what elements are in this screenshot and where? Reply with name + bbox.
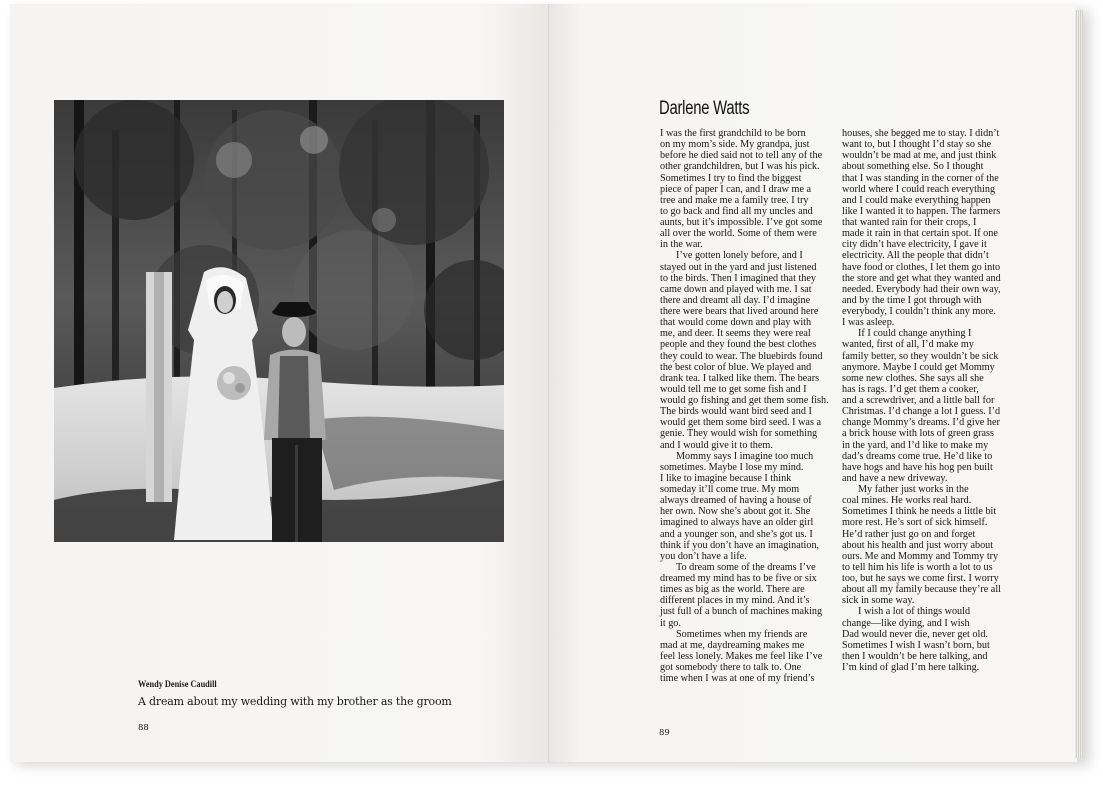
text-line: family better, so they wouldn’t be sick <box>842 350 999 362</box>
text-line: aunts, but it’s impossible. I’ve got some <box>660 217 823 228</box>
text-line: all over the world. Some of them were <box>660 228 817 240</box>
text-line: the store and get what they wanted and <box>842 272 1001 284</box>
text-line: feel less lonely. Makes me feel like I’ve <box>660 650 823 662</box>
text-line: and by the time I got through with <box>842 294 982 306</box>
text-line: always dreamed of having a house of <box>660 495 812 507</box>
text-line: that I was standing in the corner of the <box>842 172 999 184</box>
text-line: Sometimes I try to find the biggest <box>660 172 802 184</box>
text-line: Sometimes when my friends are <box>676 628 808 640</box>
text-line: just full of a bunch of machines making <box>660 606 823 618</box>
page-edge-stack <box>1075 10 1083 758</box>
text-line: about something else. So I thought <box>842 161 984 173</box>
text-line: her own. Now she’s about got it. She <box>660 506 811 518</box>
text-line: time when I was at one of my friend’s <box>660 673 815 685</box>
text-line: more rest. He’s sort of sick himself. <box>842 517 988 529</box>
text-line: dad’s dreams come true. He’d like to <box>842 450 993 462</box>
text-line: want to, but I thought I’d stay so she <box>842 139 992 151</box>
text-line: and I would give it to them. <box>660 439 773 451</box>
text-line: and have a new driveway. <box>842 472 948 484</box>
text-line: drank tea. I talked like them. The bears <box>660 372 820 384</box>
page-number-right: 89 <box>659 728 670 738</box>
text-line: before he died said not to tell any of the <box>660 150 823 162</box>
text-line: coal mines. He works real hard. <box>842 495 972 507</box>
text-line: to go back and find all my uncles and <box>660 205 813 217</box>
text-line: dreamed my mind has to be five or six <box>660 573 817 584</box>
text-line: to tell him his life is worth a lot to us <box>842 561 993 573</box>
text-line: city didn’t have electricity, I gave it <box>842 239 987 251</box>
text-line: sick in some way. <box>842 595 915 607</box>
text-line: anymore. Maybe I could get Mommy <box>842 361 995 373</box>
photo-caption-title: A dream about my wedding with my brother as the groom <box>138 695 452 708</box>
text-line: sometimes. Maybe I lose my mind. <box>660 461 804 473</box>
text-line: the best color of blue. We played and <box>660 361 812 373</box>
page-title: Darlene Watts <box>659 98 750 119</box>
text-line: I was asleep. <box>842 317 895 329</box>
text-line: times as big as the world. There are <box>660 584 805 596</box>
text-line: mad at me, daydreaming makes me <box>660 639 805 651</box>
text-line: I’m kind of glad I’m here talking. <box>842 662 980 673</box>
text-line: Dad would never die, never get old. <box>842 628 988 640</box>
text-line: I’ve gotten lonely before, and I <box>676 250 803 262</box>
text-line: people and they found the best clothes <box>660 339 817 351</box>
text-line: me, and deer. It seems they were real <box>660 328 811 340</box>
text-line: ours. Me and Mommy and Tommy try <box>842 550 999 562</box>
text-line: wouldn’t be mad at me, and just think <box>842 150 997 162</box>
text-line: He’d rather just go on and forget <box>842 528 976 540</box>
text-line: If I could change anything I <box>858 328 972 340</box>
text-line: imagined to always have an older girl <box>660 517 814 529</box>
text-line: would get them some bird seed. I was a <box>660 417 821 429</box>
text-line: and I could make everything happen <box>842 194 991 206</box>
text-line: too, but he says we come first. I worry <box>842 573 999 584</box>
text-line: Mommy says I imagine too much <box>676 450 814 462</box>
text-line: Sometimes I wish I wasn’t born, but <box>842 639 990 651</box>
text-line: The birds would want bird seed and I <box>660 406 812 418</box>
text-line: would tell me to get some fish and I <box>660 383 807 395</box>
text-line: made it rain in that certain spot. If one <box>842 228 998 240</box>
text-line: Sometimes I think he needs a little bit <box>842 506 997 518</box>
text-line: have food or clothes, I let them go into <box>842 261 1001 273</box>
text-line: to the birds. Then I imagined that they <box>660 272 816 284</box>
text-line: and a screwdriver, and a little ball for <box>842 395 995 406</box>
text-line: in the yard, and I’d like to make my <box>842 439 989 451</box>
text-line: everybody, I couldn’t think any more. <box>842 306 996 317</box>
black-and-white-photo <box>54 100 504 542</box>
text-line: wanted, first of all, I’d make my <box>842 339 974 351</box>
text-line: there were bears that lived around here <box>660 306 819 317</box>
text-line: about his health and just worry about <box>842 539 994 551</box>
text-line: they could to wear. The bluebirds found <box>660 350 823 362</box>
text-line: and a younger son, and she’s got us. I <box>660 528 813 540</box>
text-line: I wish a lot of things would <box>858 606 971 618</box>
text-line: in the war. <box>660 239 703 251</box>
text-line: To dream some of the dreams I’ve <box>676 561 816 573</box>
text-line: would go fishing and get them some fish. <box>660 395 829 406</box>
text-line: on my mom’s side. My grandpa, just <box>660 139 810 151</box>
text-line: have hogs and have his hog pen built <box>842 461 993 473</box>
text-line: that wanted rain for their crops, I <box>842 217 977 228</box>
text-line: different places in my mind. And it’s <box>660 595 810 607</box>
text-line: other grandchildren, but I was his pick. <box>660 161 820 173</box>
text-line: like I wanted it to happen. The farmers <box>842 205 1001 217</box>
text-line: a brick house with lots of green grass <box>842 428 994 440</box>
text-line: that would come down and play with <box>660 317 812 329</box>
text-line: change Mommy’s dreams. I’d give her <box>842 417 1000 429</box>
text-line: My father just works in the <box>858 484 969 495</box>
text-line: electricity. All the people that didn’t <box>842 250 989 262</box>
text-line: piece of paper I can, and I draw me a <box>660 183 812 195</box>
text-line: someday it’ll come true. My mom <box>660 484 800 495</box>
text-line: there and dreamt all day. I’d imagine <box>660 294 811 306</box>
photo-caption-author: Wendy Denise Caudill <box>138 679 217 689</box>
text-line: world where I could reach everything <box>842 183 996 195</box>
text-line: I was the first grandchild to be born <box>660 128 806 139</box>
text-line: some new clothes. She says all she <box>842 372 984 384</box>
text-line: change—like dying, and I wish <box>842 617 970 629</box>
text-line: needed. Everybody had their own way, <box>842 283 1001 295</box>
page-number-left: 88 <box>138 723 149 733</box>
text-line: got somebody there to talk to. One <box>660 662 802 673</box>
text-line: then I wouldn’t be here talking, and <box>842 650 988 662</box>
text-line: I like to imagine because I think <box>660 472 792 484</box>
text-line: genie. They would wish for something <box>660 428 818 440</box>
text-line: stayed out in the yard and just listened <box>660 261 817 273</box>
text-column-2 <box>842 128 1014 673</box>
text-line: came down and played with me. I sat <box>660 283 812 295</box>
text-column-1 <box>660 128 832 684</box>
text-line: think if you don’t have an imagination, <box>660 539 820 551</box>
text-line: houses, she begged me to stay. I didn’t <box>842 128 1000 139</box>
text-line: has is rags. I’d get them a cooker, <box>842 383 979 395</box>
text-line: about all my family because they’re all <box>842 584 1001 596</box>
text-line: tree and make me a family tree. I try <box>660 194 809 206</box>
text-line: you don’t have a life. <box>660 550 747 562</box>
text-line: it go. <box>660 617 681 629</box>
text-line: Christmas. I’d change a lot I guess. I’d <box>842 406 1001 418</box>
